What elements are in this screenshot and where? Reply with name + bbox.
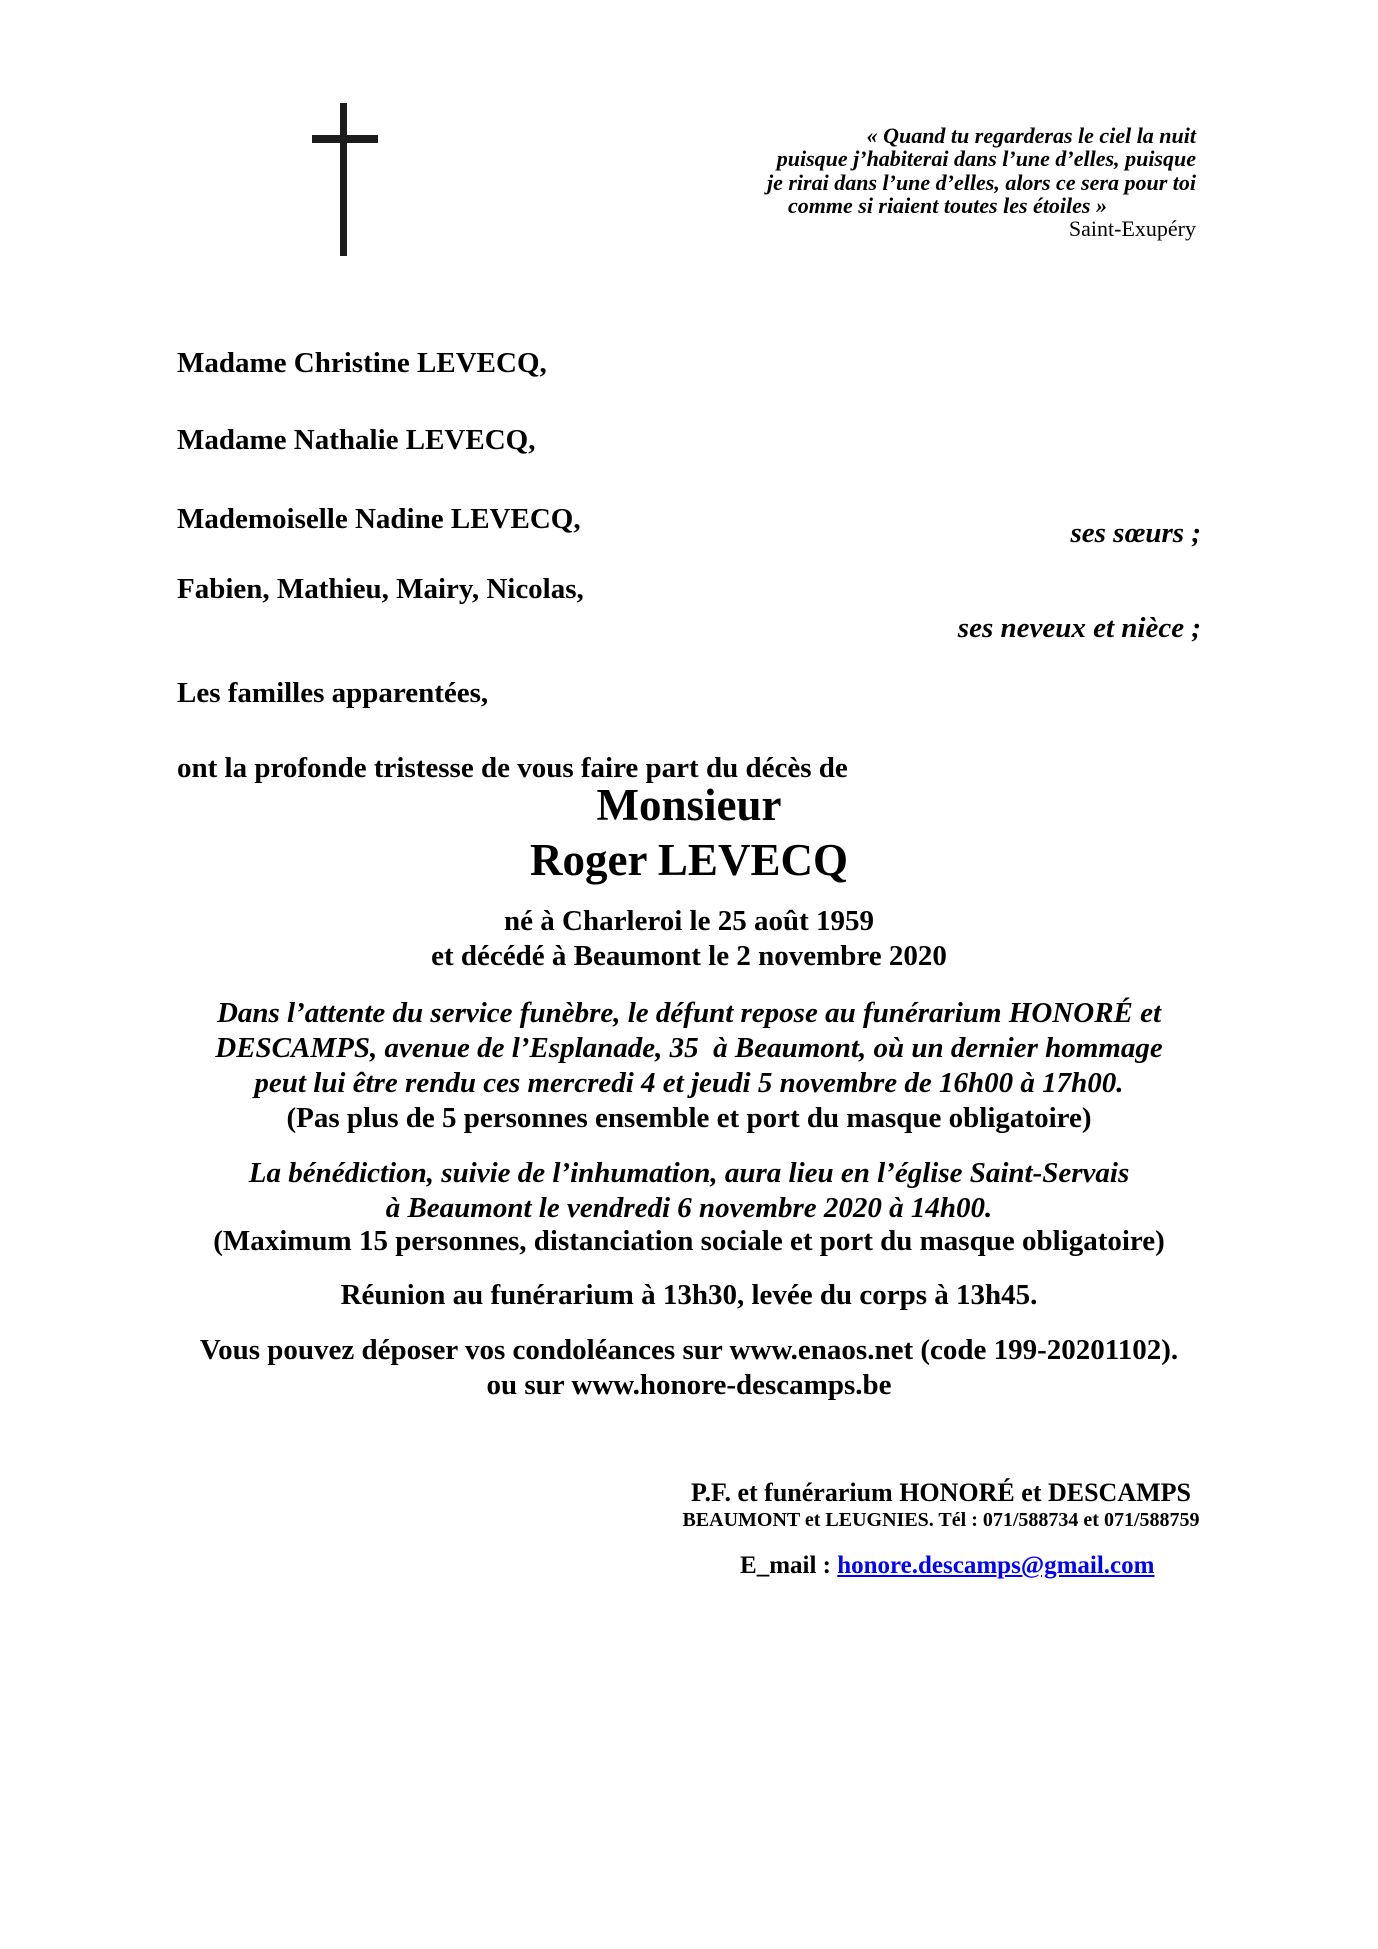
family-member-line: Madame Nathalie LEVECQ, (177, 424, 536, 456)
relation-nephews-label: ses neveux et nièce ; (957, 612, 1201, 644)
cross-vertical-bar (340, 103, 347, 256)
viewing-line: peut lui être rendu ces mercredi 4 et jeudi 5 novembre de 16h00 à 17h00. (254, 1067, 1124, 1099)
family-member-line: Madame Christine LEVECQ, (177, 347, 547, 379)
service-line: La bénédiction, suivie de l’inhumation, aura lieu en l’église Saint-Servais (248, 1157, 1130, 1189)
relation-sisters-label: ses sœurs ; (1070, 517, 1201, 549)
condolences-line: ou sur www.honore-descamps.be (486, 1369, 892, 1401)
family-member-line: Mademoiselle Nadine LEVECQ, (177, 503, 581, 535)
quote-line: « Quand tu regarderas le ciel la nuit (866, 123, 1196, 148)
announcement-line: ont la profonde tristesse de vous faire part du décès de (177, 752, 848, 784)
service-restriction: (Maximum 15 personnes, distanciation sociale et port du masque obligatoire) (213, 1225, 1165, 1257)
related-families-line: Les familles apparentées, (177, 677, 489, 709)
service-line: à Beaumont le vendredi 6 novembre 2020 à 14h00. (385, 1192, 993, 1224)
quote-line: comme si riaient toutes les étoiles » (788, 193, 1107, 218)
email-label: E_mail : (740, 1552, 838, 1579)
quote-attribution: Saint-Exupéry (1068, 216, 1196, 241)
birth-line: né à Charleroi le 25 août 1959 (504, 905, 874, 937)
viewing-line: Dans l’attente du service funèbre, le défunt repose au funérarium HONORÉ et (216, 997, 1162, 1029)
quote-line: je rirai dans l’une d’elles, alors ce sera pour toi (766, 170, 1196, 195)
condolences-line: Vous pouvez déposer vos condoléances sur www.enaos.net (code 199-20201102). (199, 1334, 1179, 1366)
quote-line: puisque j’habiterai dans l’une d’elles, puisque (776, 146, 1196, 171)
meeting-line: Réunion au funérarium à 13h30, levée du corps à 13h45. (340, 1279, 1038, 1311)
death-line: et décédé à Beaumont le 2 novembre 2020 (431, 940, 947, 972)
email-link[interactable]: honore.descamps@gmail.com (837, 1552, 1155, 1579)
deceased-title: Monsieur (596, 780, 782, 830)
viewing-line: DESCAMPS, avenue de l’Esplanade, 35 à Beaumont, où un dernier hommage (215, 1032, 1163, 1064)
email-line (511, 1528, 1371, 1578)
footer-locations: BEAUMONT et LEUGNIES. Tél : 071/588734 et 071/588759 (682, 1509, 1200, 1531)
footer-company: P.F. et funérarium HONORÉ et DESCAMPS (690, 1478, 1191, 1507)
cross-horizontal-bar (312, 135, 378, 143)
deceased-name: Roger LEVECQ (530, 835, 848, 885)
viewing-restriction: (Pas plus de 5 personnes ensemble et port du masque obligatoire) (286, 1102, 1092, 1134)
family-member-line: Fabien, Mathieu, Mairy, Nicolas, (177, 573, 584, 605)
